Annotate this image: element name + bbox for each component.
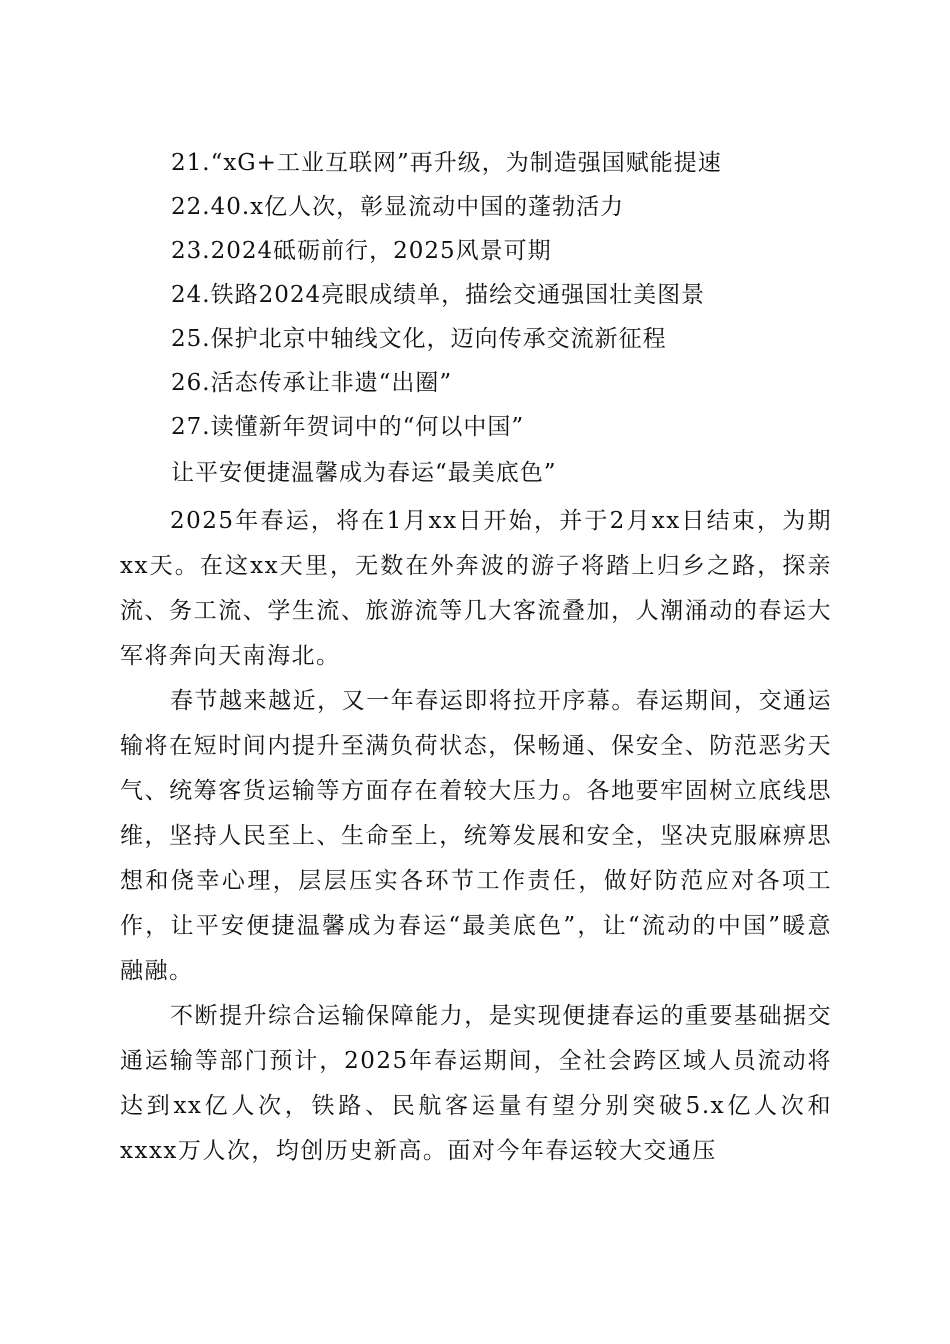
list-item: 22.40.x亿人次，彰显流动中国的蓬勃活力 [171,194,625,220]
article-heading: 让平安便捷温馨成为春运“最美底色” [171,460,557,486]
body-paragraph: 2025年春运，将在1月xx日开始，并于2月xx日结束，为期xx天。在这xx天里，无数在外奔波的游子将踏上归乡之路，探亲流、务工流、学生流、旅游流等几大客流叠加，人潮涌动的春运大军将奔向天南海北。 [120,508,832,669]
list-item: 27.读懂新年贺词中的“何以中国” [171,414,525,440]
list-item: 24.铁路2024亮眼成绩单，描绘交通强国壮美图景 [171,282,706,308]
list-item: 21.“xG+工业互联网”再升级，为制造强国赋能提速 [171,150,722,176]
article-title-list [171,141,722,449]
list-item: 23.2024砥砺前行，2025风景可期 [171,238,552,264]
body-paragraph: 不断提升综合运输保障能力，是实现便捷春运的重要基础据交通运输等部门预计，2025年春运期间，全社会跨区域人员流动将达到xx亿人次，铁路、民航客运量有望分别突破5.x亿人次和xxxx万人次，均创历史新高。面对今年春运较大交通压 [120,1003,832,1164]
list-item: 25.保护北京中轴线文化，迈向传承交流新征程 [171,326,667,352]
body-paragraph: 春节越来越近，又一年春运即将拉开序幕。春运期间，交通运输将在短时间内提升至满负荷状态，保畅通、保安全、防范恶劣天气、统筹客货运输等方面存在着较大压力。各地要牢固树立底线思维，坚持人民至上、生命至上，统筹发展和安全，坚决克服麻痹思想和侥幸心理，层层压实各环节工作责任，做好防范应对各项工作，让平安便捷温馨成为春运“最美底色”，让“流动的中国”暖意融融。 [120,688,832,984]
list-item: 26.活态传承让非遗“出圈” [171,370,453,396]
